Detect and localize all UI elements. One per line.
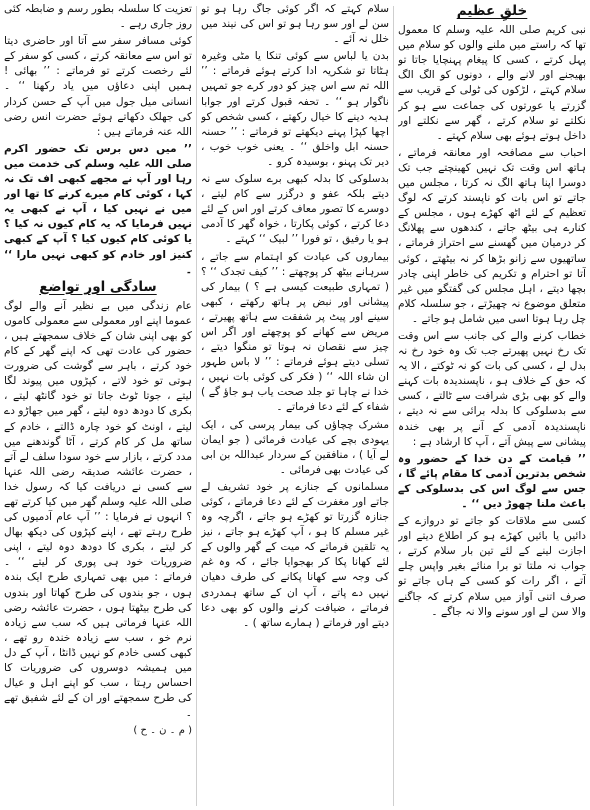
paragraph: بدن یا لباس سے کوئی تنکا یا مٹی وغیرہ ہٹاتا تو شکریہ ادا کرتے ہوئے فرماتے : ’’ اللہ تم سے اس چیز کو دور کرے جو تمہیں ناگوار ہو ‘‘ ۔ تحفہ قبول کرتے اور جوابا ہدیہ دینے کا خیال رکھتے ، کسی شخص کو اچھا کپڑا پہنے دیکھتے تو فرماتے : ’’ حسنہ حسنہ ابل واخلق ‘‘ ۔ یعنی خوب خوب ، دیر تک پہنو ، بوسیدہ کرو ۔ — [201, 50, 389, 168]
paragraph: عام زندگی میں بے نظیر آنے والے لوگ عموما اپنے اور معمولی سے معمولی کاموں کو بھی اپنی شان کے خلاف سمجھتے ہیں ، حضور کی عادت تھی کہ اپنے گھر کے کام خود کرتے ، باہر سے گوشت کی ضرورت ہوتی تو خود لاتے ، کپڑوں میں پیوند لگا لیتے ، جوتا ٹوٹ جاتا تو خود گانٹھ لیتے ، بکری کا دودھ دوہ لیتے ، گھر میں جھاڑو دے لیتے ، اونٹ کو خود چارہ ڈالتے ، خادم کے ساتھ مل کر کام کرتے ، آٹا گوندھنے میں مدد کرتے ، بازار سے خود سودا سلف لے آتے ، حضرت عائشہ صدیقہ رضی اللہ عنہا سے کسی نے دریافت کیا کہ رسول خدا صلی اللہ علیہ وسلم گھر میں کیا کرتے تھے ؟ انہوں نے فرمایا : ’’ آپ عام آدمیوں کی طرح رہتے تھے ، اپنے کپڑوں کی دیکھ بھال کر لیتے ، بکری کا دودھ دوہ لیتے ، اپنی ضروریات خود ہی پوری کر لیتے ‘‘ ۔ فرماتے : میں بھی تمہاری طرح ایک بندہ ہوں ، جو بندوں کی طرح کھاتا اور بندوں کی طرح بیٹھتا ہوں ، حضرت عائشہ رضی اللہ عنہا فرماتی ہیں کہ سب سے زیادہ نرم خو ، سب سے زیادہ خندہ رو تھے ، کبھی کسی خادم کو نہیں ڈانٹا ، آپ کے دل میں ہمیشہ دوسروں کی ضروریات کا احساس رہتا ، سب کو اپنے اہل و عیال کی طرح سمجھتے اور ان کے لئے شفیق تھے ۔ — [4, 299, 192, 720]
anas-quote: ’’ میں دس برس تک حضور اکرم صلی اللہ علیہ وسلم کی خدمت میں رہا اور آپ نے مجھے کبھی اف تک نہ کہا ، کوئی کام میرے کرنے کا تھا اور میں نے نہیں کیا ، آپ نے کبھی یہ نہیں فرمایا کہ یہ کام کیوں نہ کیا ؟ یا کوئی کام کیوں کیا ؟ آپ کے کبھی کنیز اور خادم کو کبھی نہیں مارا ‘‘ ۔ — [4, 142, 192, 276]
paragraph: تعزیت کا سلسلہ بطور رسم و ضابطہ کئی روز جاری رہے ۔ — [4, 3, 192, 31]
paragraph: مشرک چچاؤں کی بیمار پرسی کی ، ایک یہودی بچے کی عیادت فرمائی ( جو ایمان لے آیا ) ، منافقین کے سردار عبداللہ بن ابی کی عیادت بھی فرمائی ۔ — [201, 418, 389, 476]
footnote: ( م ۔ ن ۔ ح ) — [133, 725, 192, 737]
paragraph: احباب سے مصافحہ اور معانقہ فرماتے ، ہاتھ اس وقت تک نہیں کھینچتے جب تک دوسرا اپنا ہاتھ الگ نہ کرتا ، مجلس میں جاتے تو اس بات کو ناپسند کرتے کہ لوگ تعظیم کے لئے اٹھ کھڑے ہوں ، مجلس کے کنارے ہی بیٹھ جاتے ، کندھوں سے پھلانگ کر درمیان میں گھسنے سے احتراز فرماتے ، ساتھیوں سے زانو بڑھا کر نہ بیٹھتے ، کوئی آتا تو احترام و تکریم کی خاطر اپنی چادر بچھا دیتے ، اہل مجلس کی گفتگو میں غیر متعلق موضوع نہ چھیڑتے ، جو سلسلہ کلام چل رہا ہوتا اسی میں شامل ہو جاتے ۔ — [398, 146, 586, 325]
paragraph: مسلمانوں کے جنازے پر خود تشریف لے جاتے اور مغفرت کے لئے دعا فرماتے ، کوئی جنازہ گزرتا تو کھڑے ہو جاتے ، اگرچہ وہ غیر مسلم کا ہو ، آپ کھڑے ہو جاتے ، نیز یہ تلقین فرماتے کہ میت کے گھر والوں کے لئے کھانا پکا کر بھجوایا جائے ، کہ وہ غم کی وجہ سے کھانا پکانے کی طرف دھیان نہیں دے پاتے ، آپ ان کے ساتھ ہمدردی فرماتے ، ضیافت کرنے والوں کو بھی دعا دیتے اور فرماتے ( ہمارے ساتھ ) ۔ — [201, 480, 389, 629]
column-left — [4, 2, 192, 808]
column-divider — [393, 6, 394, 806]
paragraph: خطاب کرنے والے کی جانب سے اس وقت تک رخ نہیں پھیرتے جب تک وہ خود رخ نہ بدل لے ، کسی کی بات کو نہ ٹوکتے ، الا یہ کہ حق کے خلاف ہو ، ناپسندیدہ بات کہنے والے کو بھی بڑی شرافت سے ٹالتے ، کسی سے بدسلوکی کا بدلہ برائی سے نہ دیتے ، ناپسندیدہ آدمی کے آنے پر بھی خندہ پیشانی سے پیش آتے ، آپ کا ارشاد ہے : — [398, 329, 586, 448]
column-middle — [201, 2, 389, 808]
paragraph: کوئی مسافر سفر سے آتا اور حاضری دیتا تو اس سے معانقہ کرتے ، کسی کو سفر کے لئے رخصت کرتے تو فرماتے : ’’ بھائی ! ہمیں اپنی دعاؤں میں یاد رکھنا ‘‘ ۔ انسانی میل جول میں آپ کے حسن کردار کی جھلک دکھاتے ہوئے حضرت انس رضی اللہ عنہ فرماتے ہیں : — [4, 35, 192, 138]
paragraph: نبی کریم صلی اللہ علیہ وسلم کا معمول تھا کہ راستے میں ملنے والوں کو سلام میں پہل کرتے ، کسی کا پیغام پہنچایا جاتا تو بھیجنے اور لانے والے ، دونوں کو الگ الگ سلام کہتے ، لڑکوں کی ٹولی کے قریب سے گزرتے یا عورتوں کی جماعت سے ہو کر نکلتے تو سلام کرتے ، گھر سے نکلتے اور داخل ہوتے ہوئے بھی سلام کہتے ۔ — [398, 24, 586, 142]
paragraph: سلام کہتے کہ اگر کوئی جاگ رہا ہو تو سن لے اور سو رہا ہو تو اس کی نیند میں خلل نہ آئے ۔ — [201, 3, 389, 46]
paragraph: بدسلوکی کا بدلہ کبھی برے سلوک سے نہ دیتے بلکہ عفو و درگزر سے کام لیتے ، دوسرے کا تصور معاف کرتے اور اس کے لئے دعا کرتے ، کوئی پکارتا ، خواہ گھر کا آدمی ہو یا رفیق ، تو فورا ’’ لبیک ‘‘ کہتے ۔ — [201, 173, 389, 246]
heading-saadgi-aur-tawazu: سادگی اور تواضع — [39, 278, 157, 295]
paragraph: بیماروں کی عیادت کو اہتمام سے جاتے ، سرہانے بیٹھ کر پوچھتے : ’’ کیف تجدک ‘‘ ؟ ( تمہاری طبیعت کیسی ہے ؟ ) بیمار کی پیشانی اور نبض پر ہاتھ رکھتے ، کبھی سینے اور پیٹ پر شفقت سے ہاتھ پھیرتے ، مریض سے کھانے کو پوچھتے اور اگر اس چیز سے نقصان نہ ہوتا تو منگوا دیتے ، تسلی دیتے ہوئے فرماتے : ’’ لا باس طہور ان شاء اللہ ‘‘ ( فکر کی کوئی بات نہیں ، خدا نے چاہا تو جلد صحت یاب ہو جاؤ گے ) شفاء کے لئے دعا فرماتے ۔ — [201, 250, 389, 414]
column-divider — [196, 6, 197, 806]
hadith-quote: ’’ قیامت کے دن خدا کے حضور وہ شخص بدترین آدمی کا مقام پائے گا ، جس سے لوگ اس کی بدسلوکی کے باعث ملنا چھوڑ دیں ‘‘ ۔ — [398, 452, 586, 510]
heading-khulq-e-azeem: خلقِ عظیم — [456, 3, 528, 19]
column-right — [398, 2, 586, 808]
article-columns — [4, 2, 586, 808]
paragraph: کسی سے ملاقات کو جاتے تو دروازے کے دائیں یا بائیں کھڑے ہو کر اطلاع دیتے اور اجازت لینے کے لئے تین بار سلام کرتے ، جواب نہ ملتا تو برا منائے بغیر واپس چلے آتے ، اگر رات کو کسی کے ہاں جاتے تو صرف اتنی آواز میں سلام کرتے کہ جاگنے والا سن لے اور سونے والا نہ جاگے ۔ — [398, 515, 586, 618]
